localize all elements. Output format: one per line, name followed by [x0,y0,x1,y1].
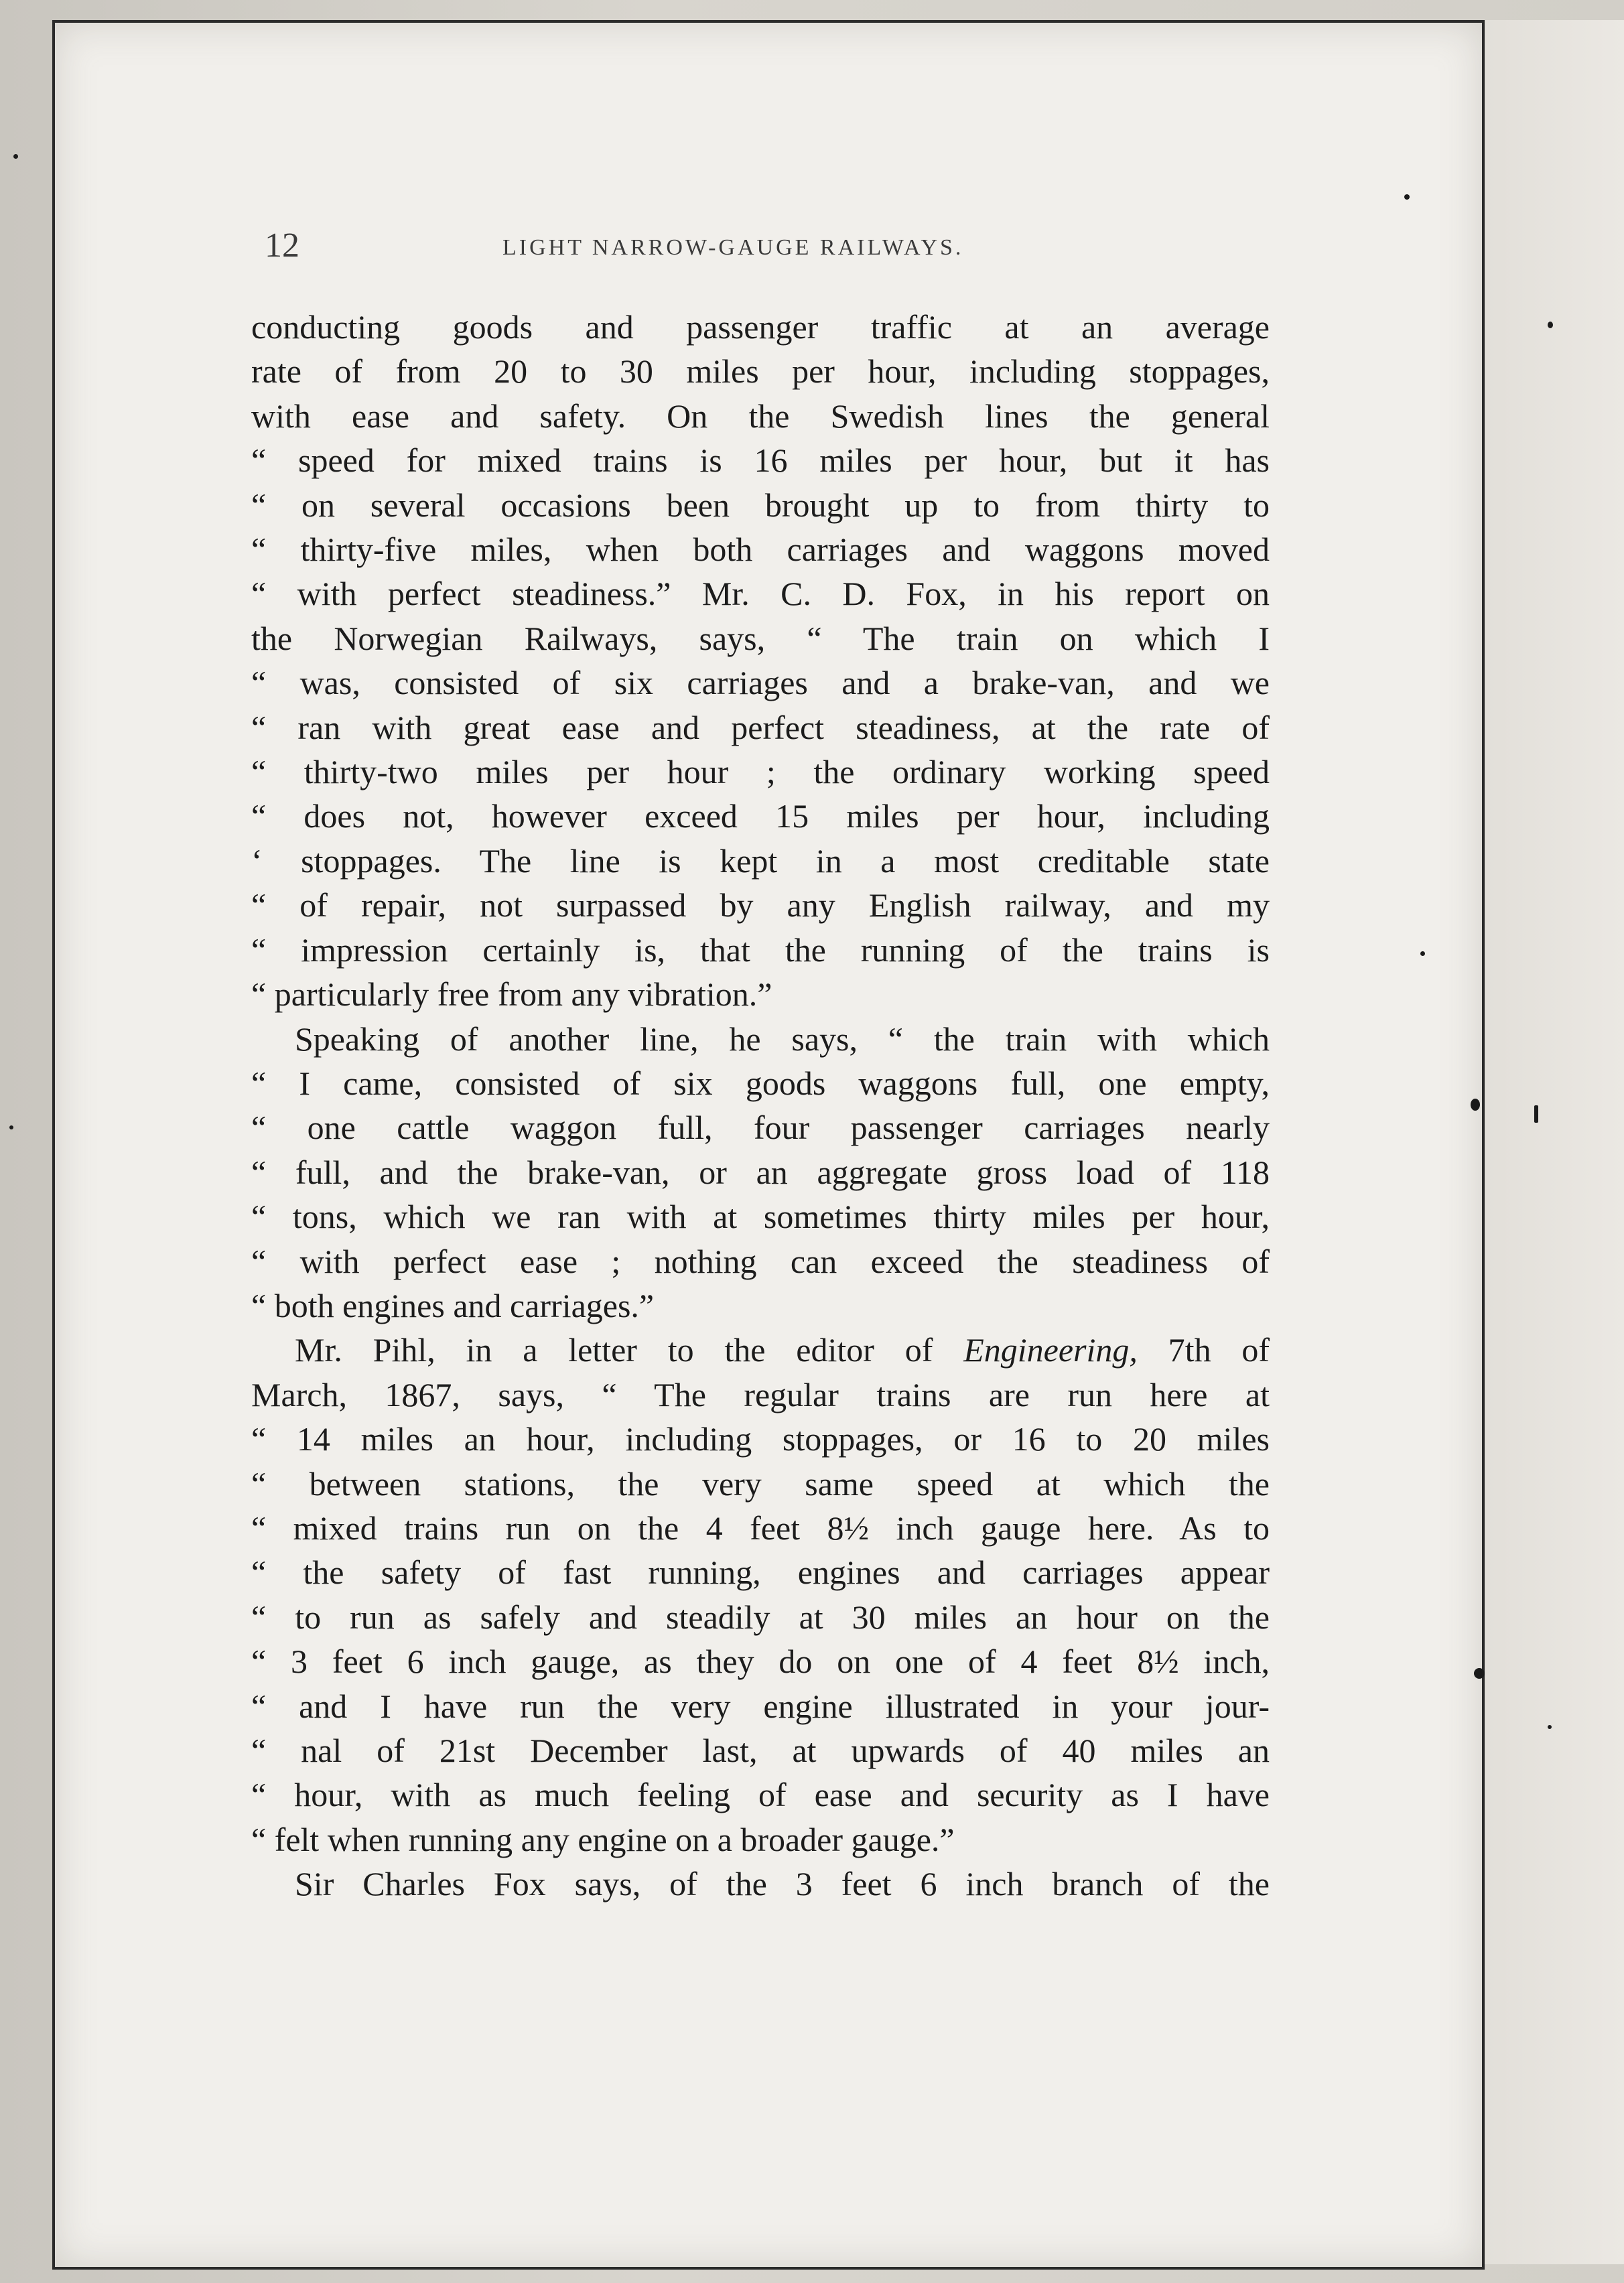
body-text [251,305,1270,1907]
scan-speck [1474,1668,1485,1679]
text-line: “ full, and the brake-van, or an aggregate gross load of 118 [251,1153,1270,1191]
text-line: “ nal of 21st December last, at upwards of 40 miles an [251,1732,1270,1769]
scan-speck [13,154,18,159]
text-fragment: Mr. Pihl, in a letter to the editor of [295,1331,933,1369]
text-line: “ impression certainly is, that the running of the trains is [251,930,1270,969]
text-line: “ 14 miles an hour, including stoppages, or 16 to 20 miles [251,1420,1270,1458]
text-line: “ the safety of fast running, engines and carriages appear [251,1553,1270,1592]
text-line: “ ran with great ease and perfect steadiness, at the rate of [251,708,1270,746]
text-line: “ thirty-two miles per hour ; the ordinary working speed [251,753,1270,791]
text-line: “ felt when running any engine on a broader gauge.” [251,1820,955,1858]
text-line: “ 3 feet 6 inch gauge, as they do on one of 4 feet 8½ inch, [251,1643,1270,1681]
text-line: the Norwegian Railways, says, “ The train on which I [251,619,1270,657]
text-line-with-italic [251,1328,1270,1372]
text-line: with ease and safety. On the Swedish lines the general [251,397,1270,435]
running-head: LIGHT NARROW-GAUGE RAILWAYS. [502,235,964,260]
text-line: “ does not, however exceed 15 miles per hour, including [251,797,1270,835]
scan-speck [1548,322,1553,328]
scan-speck [1534,1105,1538,1123]
text-line: “ on several occasions been brought up to from thirty to [251,486,1270,524]
text-line: “ with perfect steadiness.” Mr. C. D. Fox, in his report on [251,575,1270,613]
text-line: “ of repair, not surpassed by any English railway, and my [251,886,1270,924]
scan-speck [1404,194,1410,200]
facing-page-edge [1484,20,1624,2264]
page-number: 12 [265,226,299,265]
text-line: “ speed for mixed trains is 16 miles per hour, but it has [251,441,1270,480]
text-line: “ tons, which we ran with at sometimes thirty miles per hour, [251,1198,1270,1236]
text-line: “ thirty-five miles, when both carriages and waggons moved [251,531,1270,569]
page-header [265,226,1270,271]
text-line: rate of from 20 to 30 miles per hour, including stoppages, [251,352,1270,391]
scan-speck [1420,951,1425,956]
text-line: “ hour, with as much feeling of ease and security as I have [251,1776,1270,1814]
text-line: “ both engines and carriages.” [251,1286,655,1324]
text-line: “ between stations, the very same speed at which the [251,1464,1270,1503]
journal-title: Engineering, [963,1331,1138,1369]
text-line: March, 1867, says, “ The regular trains are run here at [251,1375,1270,1413]
scan-speck [1548,1725,1552,1729]
text-line: “ mixed trains run on the 4 feet 8½ inch gauge here. As to [251,1509,1270,1547]
scan-speck [1471,1099,1480,1111]
text-line: “ with perfect ease ; nothing can exceed the steadiness of [251,1242,1270,1280]
text-line: conducting goods and passenger traffic at an average [251,308,1270,346]
text-line: “ I came, consisted of six goods waggons full, one empty, [251,1064,1270,1102]
text-line: “ to run as safely and steadily at 30 miles an hour on the [251,1598,1270,1636]
text-line: “ one cattle waggon full, four passenger carriages nearly [251,1109,1270,1147]
scan-speck [9,1125,13,1129]
text-line: Sir Charles Fox says, of the 3 feet 6 inch branch of the [295,1865,1270,1903]
text-line: ‘ stoppages. The line is kept in a most creditable state [251,841,1270,880]
text-line: “ particularly free from any vibration.” [251,975,772,1014]
text-fragment: 7th of [1168,1331,1270,1369]
text-line: Speaking of another line, he says, “ the train with which [295,1020,1270,1058]
text-line: “ and I have run the very engine illustrated in your jour- [251,1687,1270,1725]
text-line: “ was, consisted of six carriages and a brake-van, and we [251,664,1270,702]
